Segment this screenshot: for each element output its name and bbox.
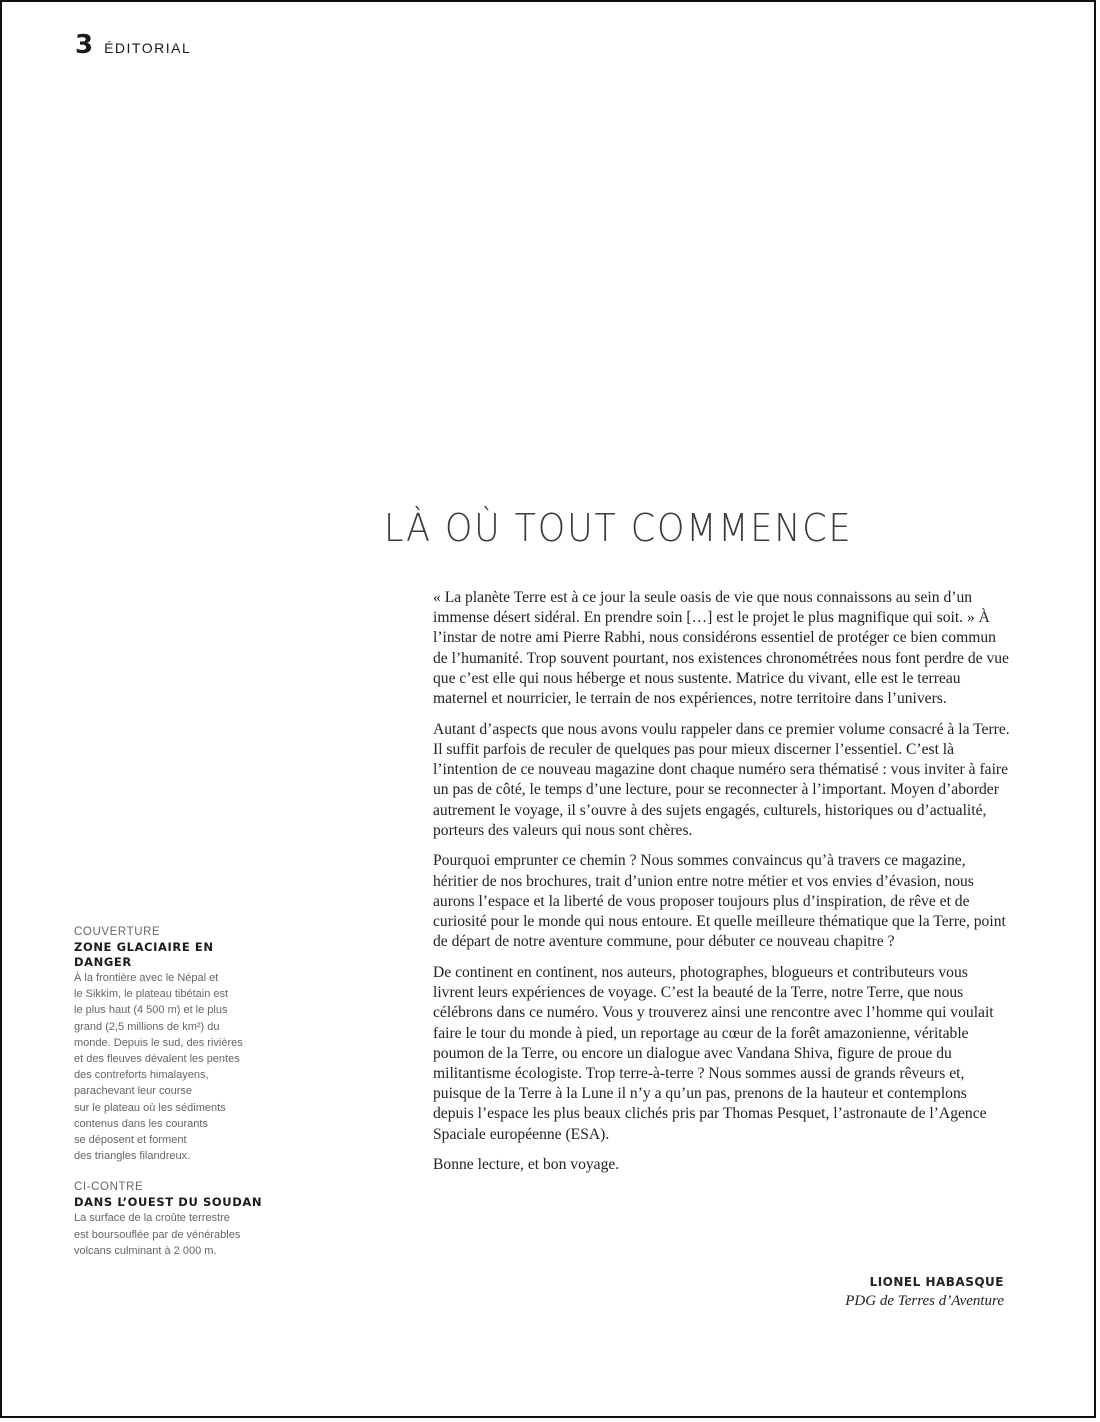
signature <box>845 1274 1004 1311</box>
paragraph-4: De continent en continent, nos auteurs, photographes, blogueurs et contributeurs vous livrent leurs expériences de voyage. C’est la beauté de la Terre, notre Terre, que nous célébrons dans ce numéro. Vous y trouverez ainsi une rencontre avec l’homme qui voulait faire le tour du monde à pied, un reportage au cœur de la forêt amazonienne, véritable poumon de la Terre, ou encore un dialogue avec Vandana Shiva, figure de proue du militantisme écologiste. Trop terre-à-terre ? Nous sommes aussi de grands rêveurs et, puisque de la Terre à la Lune il n’y a qu’un pas, prenons de la hauteur et contemplons depuis l’espace les plus beaux clichés pris par Thomas Pesquet, l’astronaute de l’Agence Spaciale européenne (ESA). <box>433 963 994 1143</box>
cover-caption <box>74 925 264 1164</box>
cover-caption-label: COUVERTURE <box>74 926 161 938</box>
opposite-caption-label: CI-CONTRE <box>74 1181 144 1194</box>
page-header <box>75 30 191 60</box>
paragraph-3: Pourquoi emprunter ce chemin ? Nous sommes convaincus qu’à travers ce magazine, héritier de nos brochures, trait d’union entre notre métier et vos envies d’évasion, nous aurons l’espace et la liberté de vous proposer toujours plus d’inspiration, de rêve et de curiosité pour le monde qui nous entoure. Et quelle meilleure thématique que la Terre, point de départ de notre aventure commune, pour débuter ce nouveau chapitre ? <box>433 852 1006 951</box>
paragraph-5: Bonne lecture, et bon voyage. <box>433 1156 620 1174</box>
cover-caption-title: ZONE GLACIAIRE EN DANGER <box>74 940 214 969</box>
signature-name: LIONEL HABASQUE <box>869 1275 1004 1289</box>
paragraph-1: « La planète Terre est à ce jour la seule oasis de vie que nous connaissons au sein d’un immense désert sidéral. En prendre soin […] est le projet le plus magnifique qui soit. » À l’instar de notre ami Pierre Rabhi, nous considérons essentiel de protéger ce bien commun de l’humanité. Trop souvent pourtant, nos existences chronométrées nous font perdre de vue que c’est elle qui nous héberge et nous sustente. Matrice du vivant, elle est le terreau maternel et nourricier, le terrain de nos expériences, notre territoire dans l’univers. <box>433 589 1009 708</box>
cover-caption-text: À la frontière avec le Népal et le Sikkim, le plateau tibétain est le plus haut (4 500 m) et le plus grand (2,5 millions de km²) du monde. Depuis le sud, des rivières et des fleuves dévalent les pentes des contreforts himalayens, parachevant leur course sur le plateau où les sédiments contenus dans les courants se déposent et forment des triangles filandreux. <box>74 972 243 1163</box>
signature-role: PDG de Terres d’Aventure <box>845 1293 1004 1309</box>
paragraph-2: Autant d’aspects que nous avons voulu rappeler dans ce premier volume consacré à la Terre. Il suffit parfois de reculer de quelques pas pour mieux discerner l’essentiel. C’est là l’intention de ce nouveau magazine dont chaque numéro sera thématisé : vous inviter à faire un pas de côté, le temps d’une lecture, pour se reconnecter à l’important. Moyen d’aborder autrement le voyage, il s’ouvre à des sujets engagés, culturels, historiques ou d’actualité, porteurs des valeurs qui nous sont chères. <box>433 720 1010 839</box>
opposite-caption-title: DANS L’OUEST DU SOUDAN <box>74 1195 263 1210</box>
photo-captions <box>74 925 264 1259</box>
article-body <box>433 588 1011 1186</box>
section-label: ÉDITORIAL <box>104 40 192 56</box>
article-title: LÀ OÙ TOUT COMMENCE <box>384 506 853 550</box>
opposite-caption <box>74 1180 264 1259</box>
opposite-caption-text: La surface de la croûte terrestre est boursouflée par de vénérables volcans culminant à 2 000 m. <box>74 1212 241 1257</box>
page-number: 3 <box>75 30 93 60</box>
